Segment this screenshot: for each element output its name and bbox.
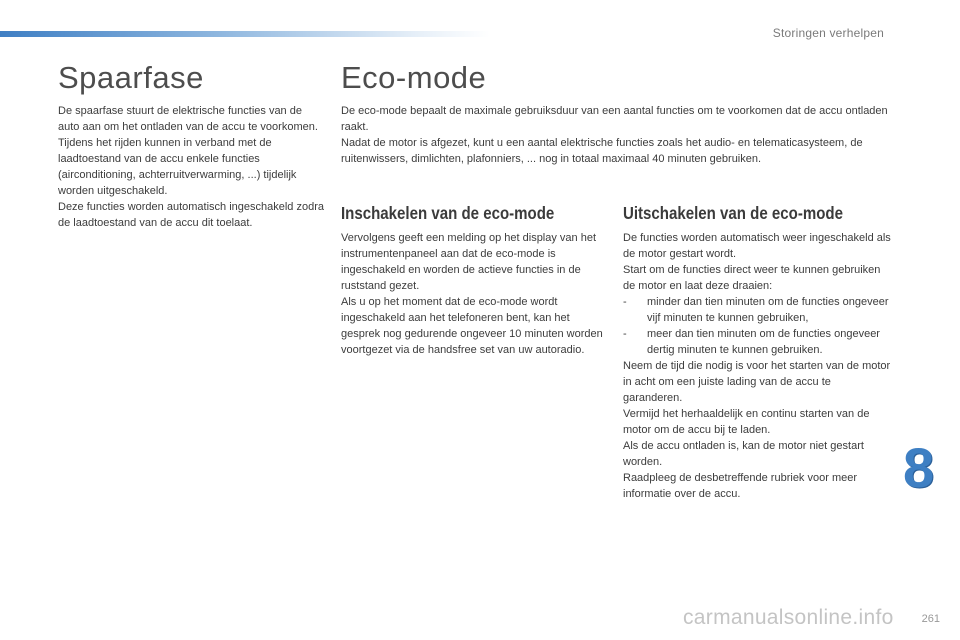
spaarfase-paragraph: Deze functies worden automatisch ingeschakeld zodra de laadtoestand van de accu dit toelaat. <box>58 201 324 229</box>
disable-paragraph: Vermijd het herhaaldelijk en continu starten van de motor om de accu bij te laden. <box>623 408 870 436</box>
enable-paragraph: Vervolgens geeft een melding op het display van het instrumentenpaneel aan dat de eco-mode is ingeschakeld en worden de actieve functies in de ruststand gezet. <box>341 232 597 292</box>
disable-eco-mode-heading: Uitschakelen van de eco-mode <box>623 203 843 223</box>
disable-paragraph: Start om de functies direct weer te kunnen gebruiken de motor en laat deze draaien: <box>623 264 881 292</box>
spaarfase-body <box>58 103 326 231</box>
spaarfase-title: Spaarfase <box>58 60 204 95</box>
enable-eco-mode-heading: Inschakelen van de eco-mode <box>341 203 555 223</box>
watermark: carmanualsonline.info <box>683 606 894 629</box>
page-number: 261 <box>921 613 940 625</box>
disable-paragraph: Als de accu ontladen is, kan de motor niet gestart worden. <box>623 440 864 468</box>
header-accent-bar <box>0 31 490 37</box>
enable-paragraph: Als u op het moment dat de eco-mode wordt ingeschakeld aan het telefoneren bent, kan het gesprek nog gedurende ongeveer 10 minuten worden voortgezet via de handsfree set van uw autoradio. <box>341 296 603 356</box>
bullet-text: meer dan tien minuten om de functies ongeveer dertig minuten te kunnen gebruiken. <box>647 328 880 356</box>
disable-paragraph: De functies worden automatisch weer ingeschakeld als de motor gestart wordt. <box>623 232 891 260</box>
bullet-dash: - <box>623 296 627 308</box>
eco-mode-body <box>341 103 893 167</box>
disable-paragraph: Raadpleeg de desbetreffende rubriek voor meer informatie over de accu. <box>623 472 858 500</box>
eco-mode-title: Eco-mode <box>341 60 487 95</box>
eco-mode-paragraph: Nadat de motor is afgezet, kunt u een aantal elektrische functies zoals het audio- en telematicasysteem, de ruitenwissers, dimlichten, plafonniers, ... nog in totaal maximaal 40 minuten gebruiken. <box>341 137 863 165</box>
disable-paragraph: Neem de tijd die nodig is voor het starten van de motor in acht om een juiste lading van de accu te garanderen. <box>623 360 891 404</box>
eco-mode-paragraph: De eco-mode bepaalt de maximale gebruiksduur van een aantal functies om te voorkomen dat de accu ontladen raakt. <box>341 105 888 133</box>
spaarfase-paragraph: Tijdens het rijden kunnen in verband met de laadtoestand van de accu enkele functies (airconditioning, achterruitverwarming, ...) tijdelijk worden uitgeschakeld. <box>58 137 297 197</box>
bullet-item <box>623 294 891 326</box>
chapter-number: 8 <box>903 436 935 499</box>
bullet-dash: - <box>623 328 627 340</box>
disable-eco-mode-body <box>623 230 891 502</box>
spaarfase-paragraph: De spaarfase stuurt de elektrische functies van de auto aan om het ontladen van de accu te voorkomen. <box>58 105 318 133</box>
bullet-item <box>623 326 891 358</box>
bullet-text: minder dan tien minuten om de functies ongeveer vijf minuten te kunnen gebruiken, <box>647 296 889 324</box>
enable-eco-mode-body <box>341 230 605 358</box>
section-label: Storingen verhelpen <box>772 26 884 40</box>
